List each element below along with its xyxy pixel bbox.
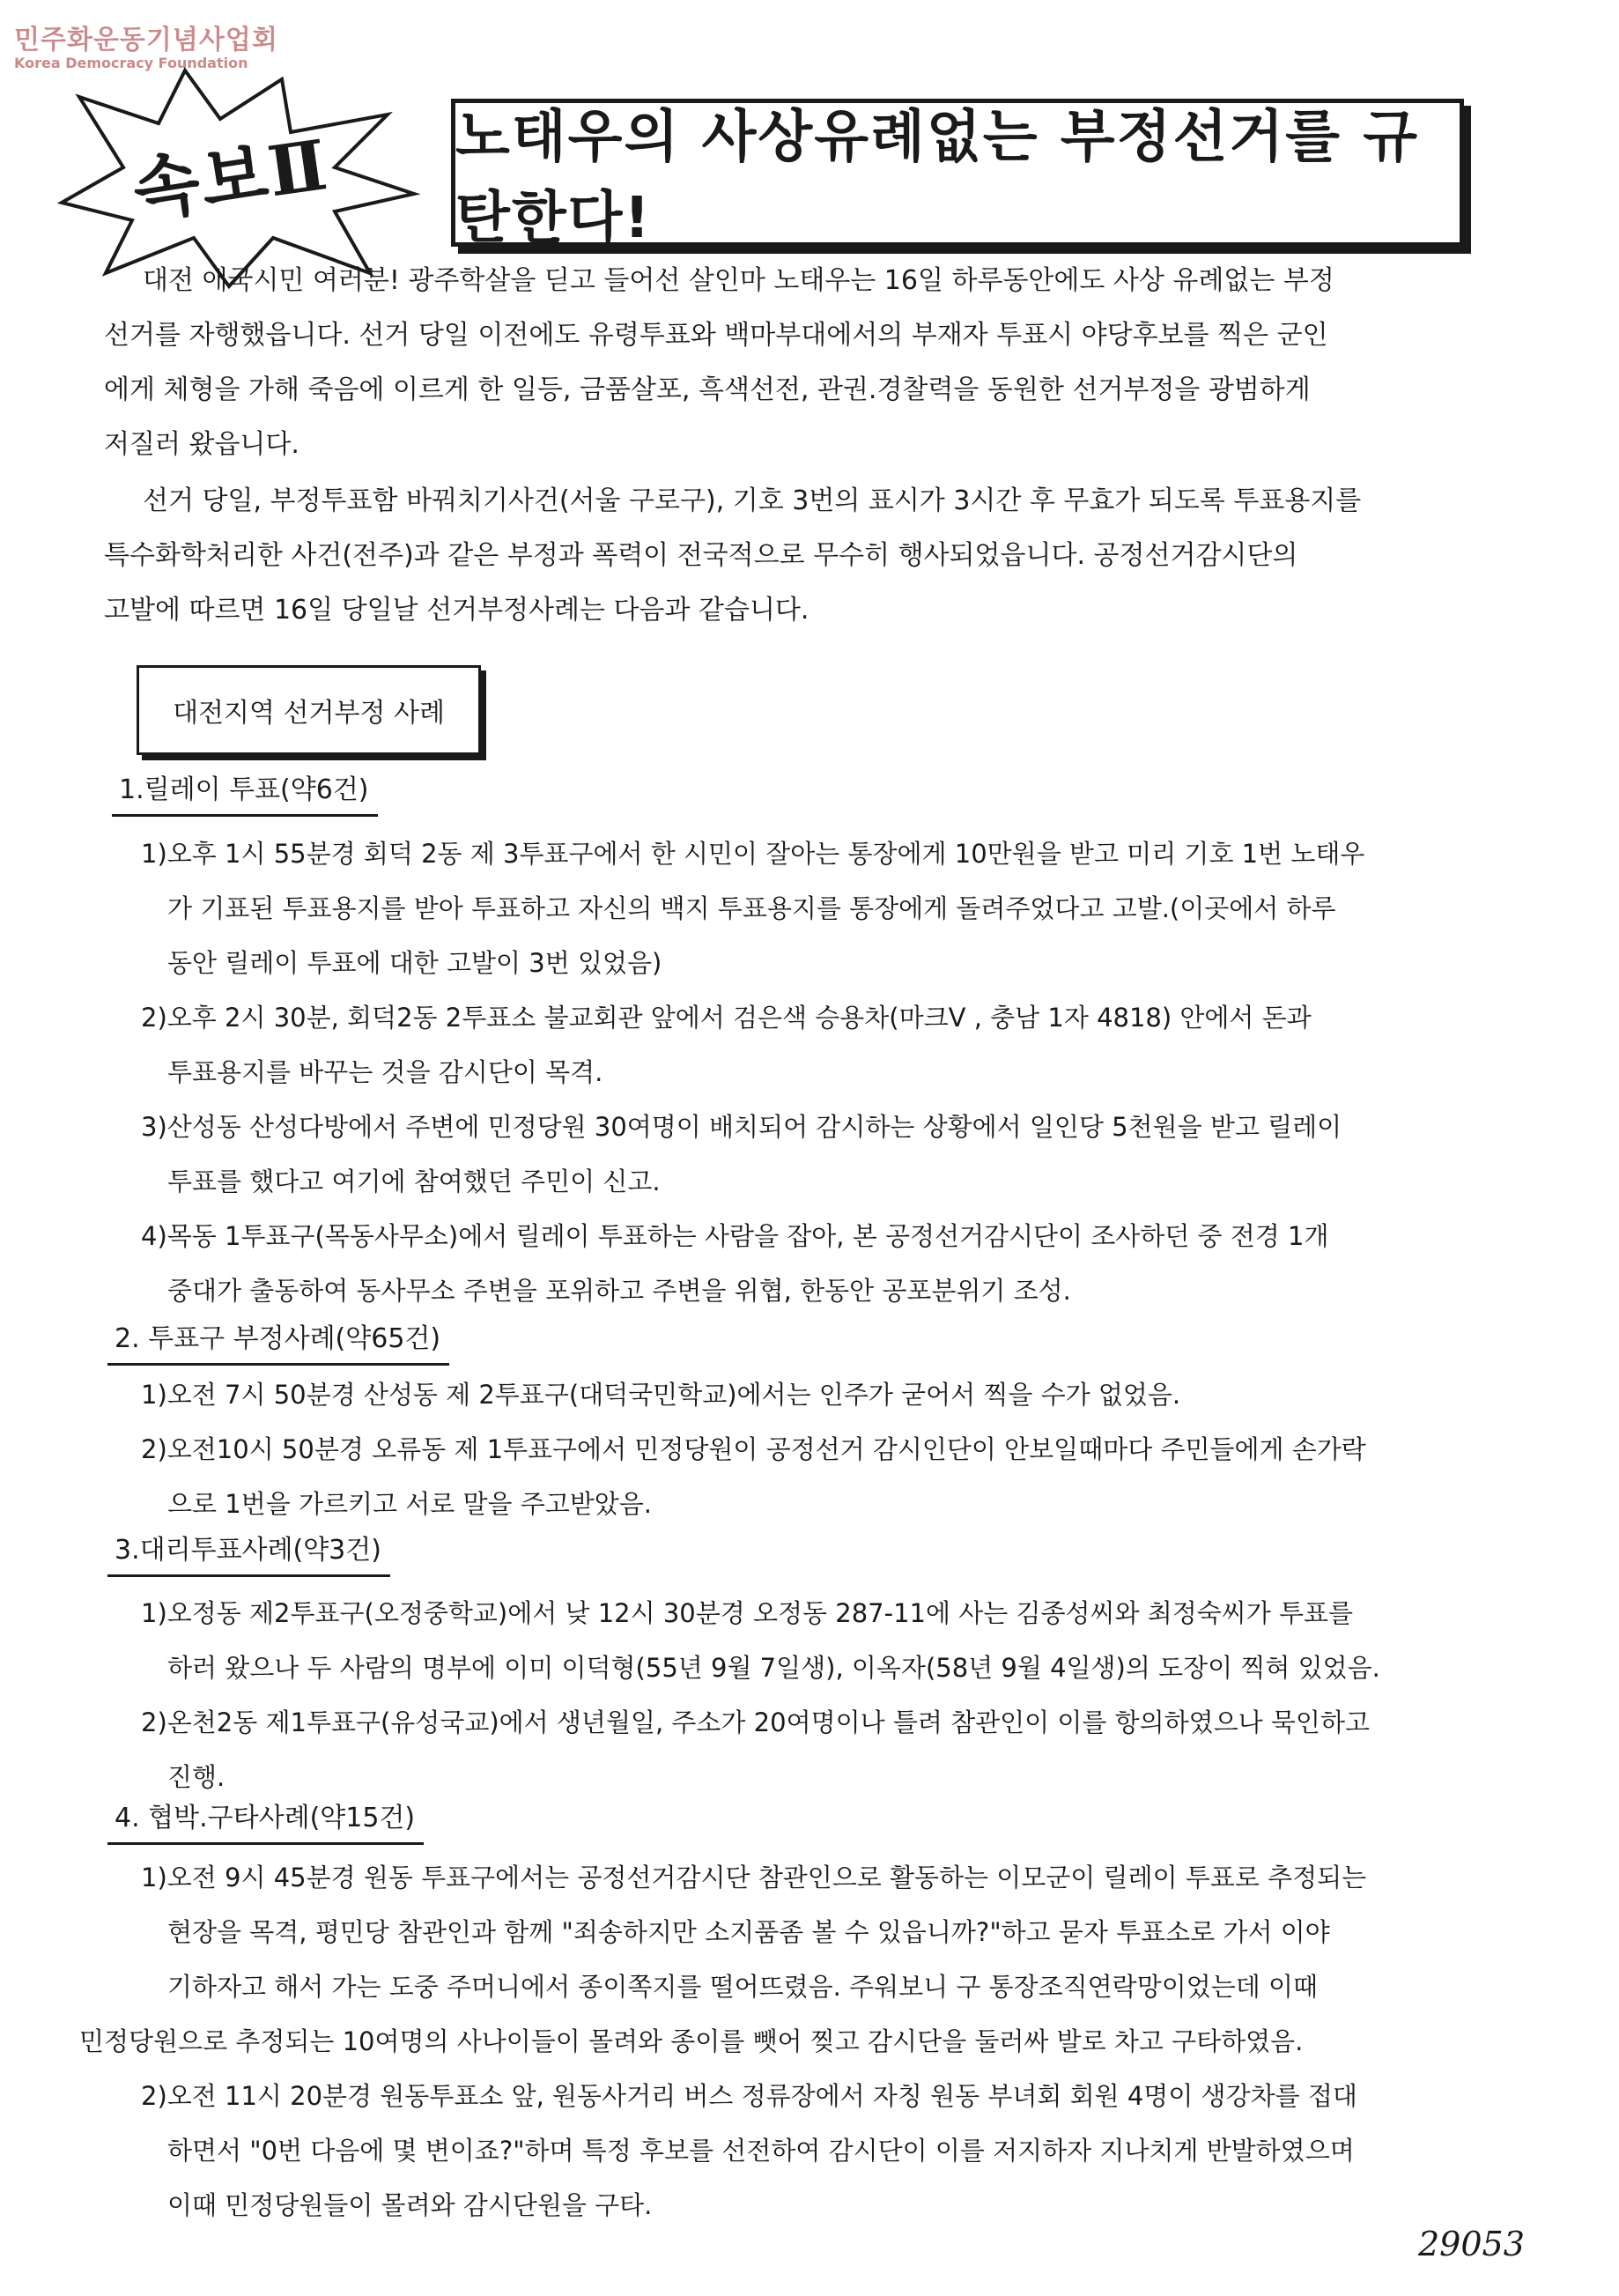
- item-line: 1)오전 7시 50분경 산성동 제 2투표구(대덕국민학교)에서는 인주가 굳어서 찍을 수가 없었음.: [141, 1380, 1181, 1410]
- item-line: 중대가 출동하여 동사무소 주변을 포위하고 주변을 위협, 한동안 공포분위기 조성.: [167, 1276, 1071, 1306]
- intro-line: 고발에 따르면 16일 당일날 선거부정사례는 다음과 같습니다.: [104, 595, 810, 626]
- item-line: 2)오전10시 50분경 오류동 제 1투표구에서 민정당원이 공정선거 감시인단이 안보일때마다 주민들에게 손가락: [141, 1434, 1366, 1464]
- item-line: 하면서 "0번 다음에 몇 변이죠?"하며 특정 후보를 선전하여 감시단이 이를 저지하자 지나치게 반발하였으며: [167, 2136, 1355, 2166]
- item-line: 1)오정동 제2투표구(오정중학교)에서 낮 12시 30분경 오정동 287-11에 사는 김종성씨와 최정숙씨가 투표를: [141, 1598, 1354, 1628]
- intro-line: 선거 당일, 부정투표함 바꿔치기사건(서울 구로구), 기호 3번의 표시가 3시간 후 무효가 되도록 투표용지를: [143, 485, 1362, 516]
- section-title-text: 2. 투표구 부정사례(약65건): [115, 1323, 441, 1354]
- section-title-text: 4. 협박.구타사례(약15건): [115, 1803, 416, 1833]
- item-line: 현장을 목격, 평민당 참관인과 함께 "죄송하지만 소지품좀 볼 수 있읍니까?"하고 묻자 투표소로 가서 이야: [167, 1917, 1330, 1947]
- section-title-proxy: [115, 1531, 381, 1572]
- item-line: 가 기표된 투표용지를 받아 투표하고 자신의 백지 투표용지를 통장에게 돌려주었다고 고발.(이곳에서 하루: [167, 893, 1336, 923]
- item-line: 동안 릴레이 투표에 대한 고발이 3번 있었음): [167, 948, 662, 978]
- item-line: 으로 1번을 가르키고 서로 말을 주고받았음.: [167, 1489, 652, 1519]
- intro-line: 대전 애국시민 여러분! 광주학살을 딛고 들어선 살인마 노태우는 16일 하루동안에도 사상 유례없는 부정: [143, 265, 1334, 296]
- intro-line: 선거를 자행했읍니다. 선거 당일 이전에도 유령투표와 백마부대에서의 부재자 투표시 야당후보를 찍은 군인: [104, 320, 1328, 351]
- item-line: 2)온천2동 제1투표구(유성국교)에서 생년월일, 주소가 20여명이나 틀려 참관인이 이를 항의하였으나 묵인하고: [141, 1707, 1370, 1737]
- item-line: 기하자고 해서 가는 도중 주머니에서 종이쪽지를 떨어뜨렸음. 주워보니 구 통장조직연락망이었는데 이때: [167, 1972, 1319, 2002]
- page-title: 노태우의 사상유례없는 부정선거를 규탄한다!: [455, 105, 1420, 251]
- list-item: [79, 1850, 1515, 2069]
- item-line: 4)목동 1투표구(목동사무소)에서 릴레이 투표하는 사람을 잡아, 본 공정선거감시단이 조사하던 중 전경 1개: [141, 1221, 1329, 1251]
- list-item: [141, 1695, 1515, 1804]
- watermark-korean: 민주화운동기념사업회: [14, 25, 278, 56]
- section-title-text: 1.릴레이 투표(약6건): [119, 774, 369, 805]
- intro-line: 특수화학처리한 사건(전주)과 같은 부정과 폭력이 전국적으로 무수히 행사되었읍니다. 공정선거감시단의: [104, 540, 1298, 571]
- watermark-english: Korea Democracy Foundation: [14, 55, 248, 71]
- page-number: 29053: [1418, 2225, 1525, 2263]
- intro-line: 에게 체형을 가해 죽음에 이르게 한 일등, 금품살포, 흑색선전, 관권.경찰력을 동원한 선거부정을 광범하게: [104, 374, 1311, 405]
- section-title-precinct: [115, 1320, 440, 1360]
- intro-line: 저질러 왔읍니다.: [104, 429, 299, 460]
- section-title-relay: [119, 771, 369, 811]
- list-item: [141, 990, 1515, 1100]
- list-item: [141, 1367, 1515, 1422]
- section-title-text: 3.대리투표사례(약3건): [115, 1535, 381, 1566]
- intro-paragraph-1: [104, 254, 1513, 472]
- list-item: [141, 1422, 1515, 1531]
- intro-paragraph-2: [104, 474, 1513, 638]
- list-item: [141, 2069, 1515, 2233]
- item-line: 1)오전 9시 45분경 원동 투표구에서는 공정선거감시단 참관인으로 활동하는 이모군이 릴레이 투표로 추정되는: [141, 1863, 1367, 1892]
- item-line: 민정당원으로 추정되는 10여명의 사나이들이 몰려와 종이를 뺏어 찢고 감시단을 둘러싸 발로 차고 구타하였음.: [79, 2026, 1304, 2056]
- item-line: 2)오전 11시 20분경 원동투표소 앞, 원동사거리 버스 정류장에서 자칭 원동 부녀회 회원 4명이 생강차를 접대: [141, 2081, 1357, 2111]
- item-line: 투표를 했다고 여기에 참여했던 주민이 신고.: [167, 1167, 661, 1196]
- item-line: 진행.: [167, 1762, 225, 1792]
- section-title-assault: [115, 1799, 415, 1840]
- region-heading: 대전지역 선거부정 사례: [137, 665, 481, 755]
- item-line: 하러 왔으나 두 사람의 명부에 이미 이덕형(55년 9월 7일생), 이옥자(58년 9월 4일생)의 도장이 찍혀 있었음.: [167, 1653, 1380, 1683]
- burst-label: 속보Ⅱ: [128, 124, 334, 232]
- item-line: 3)산성동 산성다방에서 주변에 민정당원 30여명이 배치되어 감시하는 상황에서 일인당 5천원을 받고 릴레이: [141, 1112, 1342, 1142]
- list-item: [141, 826, 1515, 990]
- item-line: 1)오후 1시 55분경 회덕 2동 제 3투표구에서 한 시민이 잘아는 통장에게 10만원을 받고 미리 기호 1번 노태우: [141, 839, 1365, 869]
- item-line: 이때 민정당원들이 몰려와 감시단원을 구타.: [167, 2190, 653, 2220]
- list-item: [141, 1100, 1515, 1209]
- item-line: 2)오후 2시 30분, 회덕2동 2투표소 불교회관 앞에서 검은색 승용차(마크Ⅴ , 충남 1자 4818) 안에서 돈과: [141, 1003, 1312, 1033]
- list-item: [141, 1209, 1515, 1318]
- title-box: [451, 99, 1464, 251]
- list-item: [141, 1586, 1515, 1695]
- item-line: 투표용지를 바꾸는 것을 감시단이 목격.: [167, 1057, 603, 1087]
